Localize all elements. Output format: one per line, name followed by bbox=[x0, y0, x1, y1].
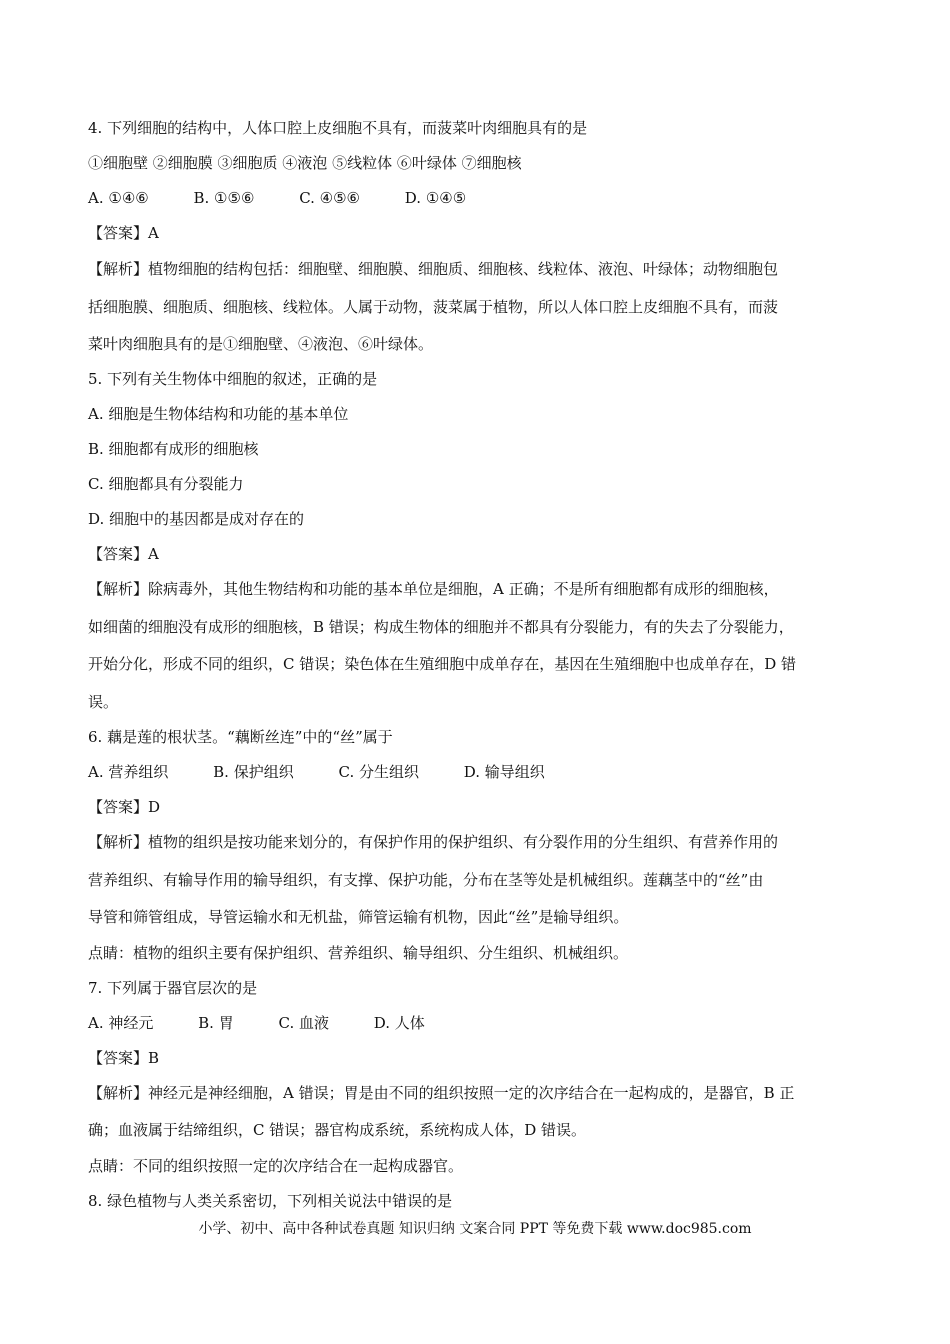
q5-analysis-line: 误。 bbox=[88, 693, 119, 711]
q7-stem: 7. 下列属于器官层次的是 bbox=[88, 979, 258, 997]
q4-option-b: B. ①⑤⑥ bbox=[193, 189, 255, 207]
q6-option-d: D. 输导组织 bbox=[463, 763, 545, 781]
q5-option-d: D. 细胞中的基因都是成对存在的 bbox=[88, 510, 305, 528]
q7-options bbox=[88, 1013, 465, 1033]
q7-option-c: C. 血液 bbox=[278, 1014, 329, 1032]
q6-option-a: A. 营养组织 bbox=[88, 763, 169, 781]
q4-options bbox=[88, 188, 506, 208]
q5-stem: 5. 下列有关生物体中细胞的叙述，正确的是 bbox=[88, 370, 378, 388]
q4-analysis-line: 【解析】植物细胞的结构包括：细胞壁、细胞膜、细胞质、细胞核、线粒体、液泡、叶绿体；动物细胞包 bbox=[88, 260, 779, 278]
q6-options bbox=[88, 762, 585, 782]
q6-option-c: C. 分生组织 bbox=[338, 763, 419, 781]
q4-option-d: D. ①④⑤ bbox=[404, 189, 467, 207]
q6-analysis-line: 营养组织、有输导作用的输导组织，有支撑、保护功能，分布在茎等处是机械组织。莲藕茎中的“丝”由 bbox=[88, 871, 764, 889]
q5-analysis-line: 【解析】除病毒外，其他生物结构和功能的基本单位是细胞，A 正确；不是所有细胞都有成形的细胞核， bbox=[88, 580, 779, 598]
q5-analysis-line: 如细菌的细胞没有成形的细胞核，B 错误；构成生物体的细胞并不都具有分裂能力，有的失去了分裂能力， bbox=[88, 618, 794, 636]
q4-option-a: A. ①④⑥ bbox=[88, 189, 149, 207]
q6-stem: 6. 藕是莲的根状茎。“藕断丝连”中的“丝”属于 bbox=[88, 728, 393, 746]
q6-note: 点睛：植物的组织主要有保护组织、营养组织、输导组织、分生组织、机械组织。 bbox=[88, 944, 629, 962]
q7-note: 点睛：不同的组织按照一定的次序结合在一起构成器官。 bbox=[88, 1157, 464, 1175]
q6-answer: 【答案】D bbox=[88, 798, 161, 816]
q7-analysis-line: 确；血液属于结缔组织，C 错误；器官构成系统，系统构成人体，D 错误。 bbox=[88, 1121, 587, 1139]
q5-analysis-line: 开始分化，形成不同的组织，C 错误；染色体在生殖细胞中成单存在，基因在生殖细胞中也成单存在，D 错 bbox=[88, 655, 797, 673]
q7-answer: 【答案】B bbox=[88, 1049, 160, 1067]
q8-stem: 8. 绿色植物与人类关系密切，下列相关说法中错误的是 bbox=[88, 1192, 453, 1210]
q4-stem: 4. 下列细胞的结构中，人体口腔上皮细胞不具有，而菠菜叶肉细胞具有的是 bbox=[88, 119, 588, 137]
page-footer: 小学、初中、高中各种试卷真题 知识归纳 文案合同 PPT 等免费下载 www.doc985.com bbox=[198, 1221, 752, 1237]
q4-answer: 【答案】A bbox=[88, 224, 159, 242]
q7-option-d: D. 人体 bbox=[373, 1014, 425, 1032]
q4-items: ①细胞壁 ②细胞膜 ③细胞质 ④液泡 ⑤线粒体 ⑥叶绿体 ⑦细胞核 bbox=[88, 154, 522, 172]
q7-analysis-line: 【解析】神经元是神经细胞，A 错误；胃是由不同的组织按照一定的次序结合在一起构成的，是器官，B 正 bbox=[88, 1084, 795, 1102]
q5-option-c: C. 细胞都具有分裂能力 bbox=[88, 475, 244, 493]
q6-option-b: B. 保护组织 bbox=[213, 763, 294, 781]
q5-answer: 【答案】A bbox=[88, 545, 159, 563]
q7-option-b: B. 胃 bbox=[198, 1014, 234, 1032]
q5-option-b: B. 细胞都有成形的细胞核 bbox=[88, 440, 259, 458]
q4-analysis-line: 括细胞膜、细胞质、细胞核、线粒体。人属于动物，菠菜属于植物，所以人体口腔上皮细胞不具有，而菠 bbox=[88, 298, 779, 316]
q4-analysis-line: 菜叶肉细胞具有的是①细胞壁、④液泡、⑥叶绿体。 bbox=[88, 335, 434, 353]
q6-analysis-line: 【解析】植物的组织是按功能来划分的，有保护作用的保护组织、有分裂作用的分生组织、有营养作用的 bbox=[88, 833, 779, 851]
q5-option-a: A. 细胞是生物体结构和功能的基本单位 bbox=[88, 405, 349, 423]
q4-option-c: C. ④⑤⑥ bbox=[299, 189, 361, 207]
q7-option-a: A. 神经元 bbox=[88, 1014, 154, 1032]
q6-analysis-line: 导管和筛管组成，导管运输水和无机盐，筛管运输有机物，因此“丝”是输导组织。 bbox=[88, 908, 629, 926]
